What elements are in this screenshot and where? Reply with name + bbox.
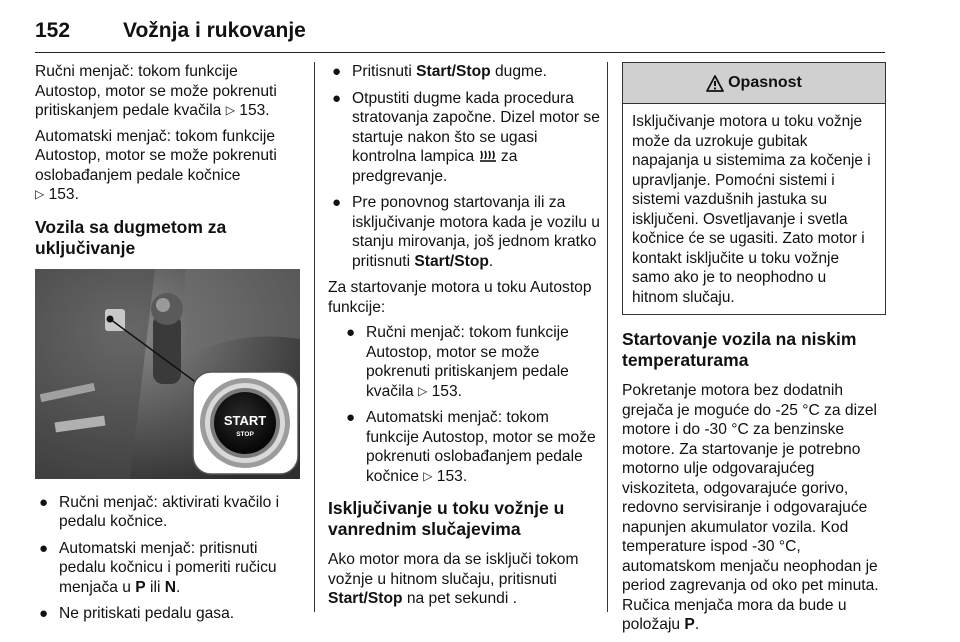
bullet-icon: ● — [346, 324, 356, 341]
list-item: ● Pritisnuti Start/Stop dugme. — [332, 63, 548, 80]
column-1 — [35, 62, 300, 631]
bullet-icon: ● — [332, 63, 342, 80]
list-item: ● Ručni menjač: tokom funkcije Autostop, motor se može pokrenuti pritiskanjem pedale kvačila ▷ 153. — [346, 324, 569, 400]
bullet-icon: ● — [332, 194, 342, 211]
page-ref-link[interactable]: 153. — [48, 186, 79, 203]
section-heading: Isključivanje u toku vožnje u vanrednim slučajevima — [328, 498, 565, 539]
bullet-list — [328, 62, 600, 271]
warning-triangle-icon — [706, 75, 724, 92]
section-heading: Startovanje vozila na niskim temperaturama — [622, 329, 857, 370]
bullet-list — [328, 323, 600, 486]
page-ref-link[interactable]: 153. — [239, 102, 270, 119]
paragraph: Za startovanje motora u toku Autostop funkcije: — [328, 279, 592, 316]
paragraph: Pokretanje motora bez dodatnih grejača je moguće do -25 °C za dizel motore i do -30 °C za benzinske motore. Za startovanje je potrebno motorno ulje odgovarajućeg viskoziteta, odgovarajuće gorivo, redovno servisiranje i odgovarajuće napunjen akumulator vozila. Kod temperature ispod -30 °C, automatskom menjaču neophodan je period zagrevanja od oko pet minuta. Ručica menjača mora da bude u položaju P. — [622, 382, 879, 633]
bullet-list — [35, 493, 300, 624]
start-stop-button-photo — [35, 269, 300, 479]
bullet-icon: ● — [346, 409, 356, 426]
list-item: ● Automatski menjač: pritisnuti pedalu kočnicu i pomeriti ručicu menjača u P ili N. — [39, 539, 277, 596]
reference-arrow-icon: ▷ — [423, 468, 433, 483]
column-3 — [622, 62, 886, 641]
warning-text: Isključivanje motora u toku vožnje može da uzrokuje gubitak napajanja u sistemima za kočenje i upravljanje. Pomoćni sistemi i sistemi vazdušnih jastuka su isključeni. Osvetljavanje i svetla kočnice će se ugasiti. Zato motor i kontakt isključite u toku vožnje samo ako je to neophodno u hitnom slučaju. — [632, 113, 871, 306]
column-divider — [314, 62, 315, 612]
column-2 — [328, 62, 600, 615]
warning-title: Opasnost — [728, 74, 802, 92]
list-item: ● Automatski menjač: tokom funkcije Autostop, motor se može pokrenuti oslobađanjem pedale kočnice ▷ 153. — [346, 409, 596, 485]
chapter-title: Vožnja i rukovanje — [123, 19, 306, 42]
section-heading: Vozila sa dugmetom za uključivanje — [35, 216, 227, 258]
list-item: ● Ne pritiskati pedalu gasa. — [39, 605, 235, 622]
bullet-icon: ● — [39, 493, 49, 511]
glow-plug-icon — [479, 149, 497, 163]
start-label: START — [223, 412, 267, 428]
paragraph: Ako motor mora da se isključi tokom vožnje u hitnom slučaju, pritisnuti Start/Stop na pet sekundi . — [328, 551, 579, 607]
bullet-icon: ● — [39, 605, 49, 622]
reference-arrow-icon: ▷ — [418, 383, 428, 398]
page-ref-link[interactable]: 153. — [431, 382, 462, 400]
page-header — [35, 8, 885, 53]
list-item: ● Ručni menjač: aktivirati kvačilo i pedalu kočnice. — [39, 493, 280, 530]
bullet-icon: ● — [332, 89, 342, 107]
bullet-icon: ● — [39, 539, 49, 557]
reference-arrow-icon: ▷ — [35, 187, 45, 201]
list-item: ● Otpustiti dugme kada procedura stratovanja započne. Dizel motor se startuje nakon što se ugasi kontrolna lampica za predgrevanje. — [332, 89, 600, 185]
list-item: ● Pre ponovnog startovanja ili za isključivanje motora kada je vozilu u stanju mirovanja, još jednom kratko pritisnuti Start/Stop. — [332, 194, 600, 270]
page-ref-link[interactable]: 153. — [436, 467, 468, 485]
paragraph: Automatski menjač: tokom funkcije Autostop, motor se može pokrenuti oslobađanjem pedale kočnice ▷ 153. — [35, 127, 277, 203]
warning-header — [623, 63, 885, 104]
column-divider — [607, 62, 608, 612]
paragraph: Ručni menjač: tokom funkcije Autostop, motor se može pokrenuti pritiskanjem pedale kvačila ▷ 153. — [35, 63, 277, 119]
reference-arrow-icon: ▷ — [225, 103, 235, 117]
page-number: 152 — [35, 19, 71, 42]
stop-label: STOP — [236, 430, 254, 438]
warning-box — [622, 62, 886, 315]
